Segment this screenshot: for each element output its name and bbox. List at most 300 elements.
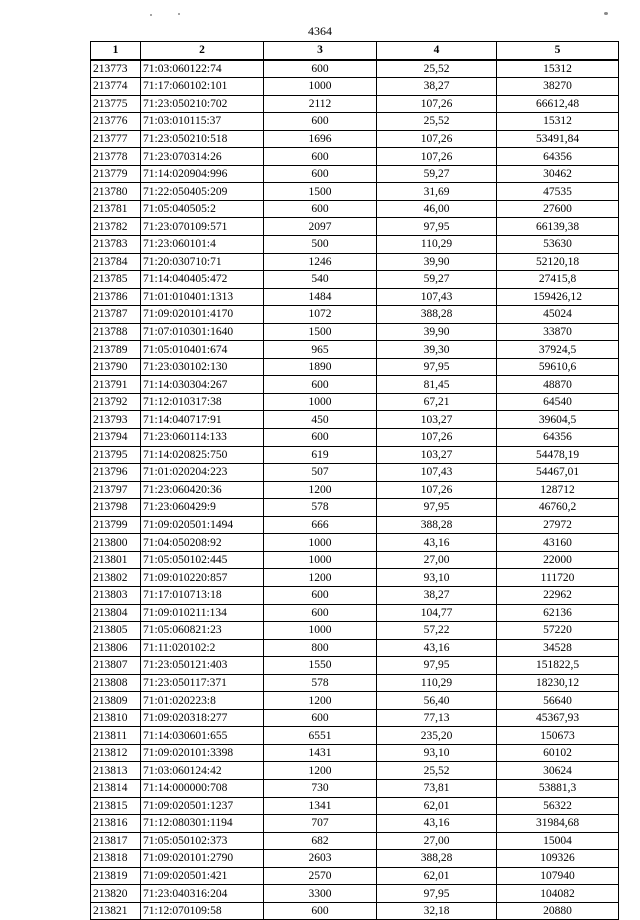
table-cell: 600 bbox=[264, 165, 377, 183]
scan-speck bbox=[604, 12, 608, 15]
table-cell: 600 bbox=[264, 709, 377, 727]
table-cell: 57220 bbox=[497, 622, 619, 640]
table-row bbox=[91, 253, 619, 271]
table-cell: 682 bbox=[264, 832, 377, 850]
table-cell: 71:17:010713:18 bbox=[141, 586, 264, 604]
table-cell: 213798 bbox=[91, 499, 141, 517]
table-cell: 6551 bbox=[264, 727, 377, 745]
table-row bbox=[91, 832, 619, 850]
table-cell: 110,29 bbox=[377, 236, 497, 254]
table-cell: 71:23:050117:371 bbox=[141, 674, 264, 692]
table-cell: 60102 bbox=[497, 744, 619, 762]
table-row bbox=[91, 867, 619, 885]
table-cell: 15312 bbox=[497, 60, 619, 78]
table-cell: 43,16 bbox=[377, 815, 497, 833]
table-cell: 93,10 bbox=[377, 569, 497, 587]
table-cell: 150673 bbox=[497, 727, 619, 745]
table-row bbox=[91, 130, 619, 148]
table-row bbox=[91, 586, 619, 604]
table-cell: 27600 bbox=[497, 200, 619, 218]
table-cell: 1246 bbox=[264, 253, 377, 271]
table-row bbox=[91, 113, 619, 131]
table-cell: 25,52 bbox=[377, 762, 497, 780]
table-cell: 97,95 bbox=[377, 218, 497, 236]
table-cell: 71:23:050121:403 bbox=[141, 657, 264, 675]
table-row bbox=[91, 604, 619, 622]
table-cell: 52120,18 bbox=[497, 253, 619, 271]
table-cell: 81,45 bbox=[377, 376, 497, 394]
table-row bbox=[91, 622, 619, 640]
table-cell: 213811 bbox=[91, 727, 141, 745]
table-cell: 965 bbox=[264, 341, 377, 359]
table-cell: 213792 bbox=[91, 393, 141, 411]
table-cell: 71:05:050102:445 bbox=[141, 551, 264, 569]
table-cell: 104082 bbox=[497, 885, 619, 903]
table-cell: 107,26 bbox=[377, 95, 497, 113]
table-cell: 54478,19 bbox=[497, 446, 619, 464]
table-cell: 213801 bbox=[91, 551, 141, 569]
table-cell: 71:23:030102:130 bbox=[141, 358, 264, 376]
table-cell: 213813 bbox=[91, 762, 141, 780]
table-cell: 56,40 bbox=[377, 692, 497, 710]
table-cell: 213797 bbox=[91, 481, 141, 499]
table-cell: 62,01 bbox=[377, 867, 497, 885]
table-cell: 213777 bbox=[91, 130, 141, 148]
table-cell: 213817 bbox=[91, 832, 141, 850]
table-cell: 1200 bbox=[264, 569, 377, 587]
table-row bbox=[91, 850, 619, 868]
table-cell: 103,27 bbox=[377, 446, 497, 464]
table-row bbox=[91, 569, 619, 587]
table-cell: 213804 bbox=[91, 604, 141, 622]
table-cell: 213779 bbox=[91, 165, 141, 183]
table-row bbox=[91, 657, 619, 675]
table-cell: 59610,6 bbox=[497, 358, 619, 376]
table-cell: 213806 bbox=[91, 639, 141, 657]
table-cell: 97,95 bbox=[377, 657, 497, 675]
table-cell: 109326 bbox=[497, 850, 619, 868]
table-row bbox=[91, 709, 619, 727]
table-cell: 213815 bbox=[91, 797, 141, 815]
table-cell: 540 bbox=[264, 271, 377, 289]
table-cell: 33870 bbox=[497, 323, 619, 341]
table-row bbox=[91, 78, 619, 96]
table-cell: 213788 bbox=[91, 323, 141, 341]
table-cell: 71:14:020825:750 bbox=[141, 446, 264, 464]
scan-speck bbox=[150, 14, 152, 16]
table-cell: 213821 bbox=[91, 902, 141, 920]
table-cell: 66612,48 bbox=[497, 95, 619, 113]
table-cell: 107,26 bbox=[377, 130, 497, 148]
table-cell: 1484 bbox=[264, 288, 377, 306]
table-cell: 159426,12 bbox=[497, 288, 619, 306]
table-cell: 103,27 bbox=[377, 411, 497, 429]
table-cell: 71:23:060114:133 bbox=[141, 429, 264, 447]
table-cell: 30624 bbox=[497, 762, 619, 780]
table-cell: 1000 bbox=[264, 534, 377, 552]
table-cell: 1341 bbox=[264, 797, 377, 815]
table-cell: 213775 bbox=[91, 95, 141, 113]
table-cell: 1000 bbox=[264, 551, 377, 569]
table-cell: 27415,8 bbox=[497, 271, 619, 289]
table-cell: 600 bbox=[264, 60, 377, 78]
table-cell: 71:12:080301:1194 bbox=[141, 815, 264, 833]
table-cell: 578 bbox=[264, 499, 377, 517]
table-row bbox=[91, 218, 619, 236]
table-cell: 53491,84 bbox=[497, 130, 619, 148]
table-cell: 213796 bbox=[91, 464, 141, 482]
table-cell: 107,26 bbox=[377, 429, 497, 447]
table-row bbox=[91, 306, 619, 324]
table-cell: 213814 bbox=[91, 779, 141, 797]
table-cell: 213784 bbox=[91, 253, 141, 271]
table-cell: 62136 bbox=[497, 604, 619, 622]
table-cell: 111720 bbox=[497, 569, 619, 587]
table-cell: 213785 bbox=[91, 271, 141, 289]
table-cell: 73,81 bbox=[377, 779, 497, 797]
column-header: 5 bbox=[497, 42, 619, 60]
table-cell: 71:09:020101:3398 bbox=[141, 744, 264, 762]
table-cell: 71:23:070109:571 bbox=[141, 218, 264, 236]
table-row bbox=[91, 516, 619, 534]
column-header: 2 bbox=[141, 42, 264, 60]
table-cell: 213783 bbox=[91, 236, 141, 254]
table-cell: 730 bbox=[264, 779, 377, 797]
table-cell: 71:20:030710:71 bbox=[141, 253, 264, 271]
table-cell: 600 bbox=[264, 604, 377, 622]
table-cell: 500 bbox=[264, 236, 377, 254]
table-cell: 59,27 bbox=[377, 271, 497, 289]
table-cell: 54467,01 bbox=[497, 464, 619, 482]
table-cell: 1000 bbox=[264, 622, 377, 640]
table-cell: 578 bbox=[264, 674, 377, 692]
table-cell: 213810 bbox=[91, 709, 141, 727]
column-header: 3 bbox=[264, 42, 377, 60]
table-cell: 213774 bbox=[91, 78, 141, 96]
table-row bbox=[91, 358, 619, 376]
table-cell: 110,29 bbox=[377, 674, 497, 692]
table-cell: 1200 bbox=[264, 692, 377, 710]
table-cell: 71:09:020101:2790 bbox=[141, 850, 264, 868]
table-cell: 27972 bbox=[497, 516, 619, 534]
table-cell: 38,27 bbox=[377, 586, 497, 604]
table-cell: 71:05:040505:2 bbox=[141, 200, 264, 218]
table-row bbox=[91, 376, 619, 394]
table-cell: 213782 bbox=[91, 218, 141, 236]
table-cell: 22000 bbox=[497, 551, 619, 569]
table-cell: 32,18 bbox=[377, 902, 497, 920]
table-cell: 213787 bbox=[91, 306, 141, 324]
table-cell: 31,69 bbox=[377, 183, 497, 201]
table-cell: 213809 bbox=[91, 692, 141, 710]
table-cell: 213808 bbox=[91, 674, 141, 692]
table-cell: 46760,2 bbox=[497, 499, 619, 517]
table-cell: 107,26 bbox=[377, 481, 497, 499]
table-cell: 213786 bbox=[91, 288, 141, 306]
table-cell: 213800 bbox=[91, 534, 141, 552]
table-cell: 56640 bbox=[497, 692, 619, 710]
table-cell: 77,13 bbox=[377, 709, 497, 727]
table-cell: 71:09:020101:4170 bbox=[141, 306, 264, 324]
table-cell: 213816 bbox=[91, 815, 141, 833]
table-cell: 71:23:050210:518 bbox=[141, 130, 264, 148]
table-cell: 71:11:020102:2 bbox=[141, 639, 264, 657]
table-cell: 71:01:020204:223 bbox=[141, 464, 264, 482]
table-row bbox=[91, 779, 619, 797]
table-cell: 3300 bbox=[264, 885, 377, 903]
table-cell: 600 bbox=[264, 148, 377, 166]
table-cell: 43160 bbox=[497, 534, 619, 552]
table-header-row bbox=[91, 42, 619, 60]
table-row bbox=[91, 551, 619, 569]
table-cell: 71:14:030601:655 bbox=[141, 727, 264, 745]
table-row bbox=[91, 236, 619, 254]
table-cell: 600 bbox=[264, 376, 377, 394]
table-row bbox=[91, 393, 619, 411]
table-cell: 47535 bbox=[497, 183, 619, 201]
table-cell: 30462 bbox=[497, 165, 619, 183]
table-cell: 71:12:070109:58 bbox=[141, 902, 264, 920]
column-header: 4 bbox=[377, 42, 497, 60]
table-cell: 128712 bbox=[497, 481, 619, 499]
table-cell: 600 bbox=[264, 113, 377, 131]
table-cell: 1431 bbox=[264, 744, 377, 762]
table-cell: 48870 bbox=[497, 376, 619, 394]
table-row bbox=[91, 148, 619, 166]
table-cell: 71:09:020501:1237 bbox=[141, 797, 264, 815]
table-cell: 388,28 bbox=[377, 306, 497, 324]
table-cell: 71:09:010220:857 bbox=[141, 569, 264, 587]
table-cell: 71:14:000000:708 bbox=[141, 779, 264, 797]
table-cell: 71:23:060101:4 bbox=[141, 236, 264, 254]
table-body bbox=[91, 60, 619, 920]
table-cell: 107,43 bbox=[377, 464, 497, 482]
table-cell: 39,90 bbox=[377, 253, 497, 271]
table-cell: 27,00 bbox=[377, 832, 497, 850]
table-cell: 15004 bbox=[497, 832, 619, 850]
table-cell: 1072 bbox=[264, 306, 377, 324]
table-cell: 600 bbox=[264, 200, 377, 218]
table-cell: 71:23:040316:204 bbox=[141, 885, 264, 903]
table-cell: 1890 bbox=[264, 358, 377, 376]
column-header: 1 bbox=[91, 42, 141, 60]
table-cell: 507 bbox=[264, 464, 377, 482]
table-row bbox=[91, 429, 619, 447]
table-row bbox=[91, 288, 619, 306]
table-cell: 66139,38 bbox=[497, 218, 619, 236]
table-cell: 213789 bbox=[91, 341, 141, 359]
table-cell: 64356 bbox=[497, 429, 619, 447]
table-cell: 1500 bbox=[264, 323, 377, 341]
table-row bbox=[91, 639, 619, 657]
table-cell: 800 bbox=[264, 639, 377, 657]
table-cell: 619 bbox=[264, 446, 377, 464]
table-cell: 2097 bbox=[264, 218, 377, 236]
table-cell: 71:04:050208:92 bbox=[141, 534, 264, 552]
table-cell: 38270 bbox=[497, 78, 619, 96]
table-cell: 213803 bbox=[91, 586, 141, 604]
table-row bbox=[91, 200, 619, 218]
table-cell: 34528 bbox=[497, 639, 619, 657]
table-row bbox=[91, 464, 619, 482]
table-cell: 213802 bbox=[91, 569, 141, 587]
table-row bbox=[91, 341, 619, 359]
table-cell: 37924,5 bbox=[497, 341, 619, 359]
table-cell: 97,95 bbox=[377, 499, 497, 517]
table-cell: 64356 bbox=[497, 148, 619, 166]
table-cell: 71:23:070314:26 bbox=[141, 148, 264, 166]
table-cell: 213780 bbox=[91, 183, 141, 201]
table-cell: 25,52 bbox=[377, 113, 497, 131]
table-cell: 388,28 bbox=[377, 516, 497, 534]
table-cell: 93,10 bbox=[377, 744, 497, 762]
table-cell: 57,22 bbox=[377, 622, 497, 640]
table-row bbox=[91, 60, 619, 78]
table-row bbox=[91, 744, 619, 762]
table-cell: 2603 bbox=[264, 850, 377, 868]
table-row bbox=[91, 165, 619, 183]
table-cell: 27,00 bbox=[377, 551, 497, 569]
table-cell: 46,00 bbox=[377, 200, 497, 218]
table-cell: 59,27 bbox=[377, 165, 497, 183]
table-cell: 1500 bbox=[264, 183, 377, 201]
table-cell: 71:09:020318:277 bbox=[141, 709, 264, 727]
table-cell: 213778 bbox=[91, 148, 141, 166]
table-cell: 71:09:020501:1494 bbox=[141, 516, 264, 534]
table-cell: 25,52 bbox=[377, 60, 497, 78]
table-cell: 53630 bbox=[497, 236, 619, 254]
table-cell: 71:14:040405:472 bbox=[141, 271, 264, 289]
table-cell: 71:03:060122:74 bbox=[141, 60, 264, 78]
table-row bbox=[91, 446, 619, 464]
table-cell: 213793 bbox=[91, 411, 141, 429]
table-row bbox=[91, 674, 619, 692]
table-cell: 213791 bbox=[91, 376, 141, 394]
table-cell: 213812 bbox=[91, 744, 141, 762]
table-cell: 71:22:050405:209 bbox=[141, 183, 264, 201]
table-cell: 1000 bbox=[264, 78, 377, 96]
table-row bbox=[91, 727, 619, 745]
table-cell: 213790 bbox=[91, 358, 141, 376]
table-cell: 71:03:060124:42 bbox=[141, 762, 264, 780]
table-cell: 71:23:050210:702 bbox=[141, 95, 264, 113]
table-cell: 71:23:060420:36 bbox=[141, 481, 264, 499]
table-cell: 2112 bbox=[264, 95, 377, 113]
table-cell: 53881,3 bbox=[497, 779, 619, 797]
table-row bbox=[91, 534, 619, 552]
table-row bbox=[91, 95, 619, 113]
table-cell: 235,20 bbox=[377, 727, 497, 745]
table-cell: 20880 bbox=[497, 902, 619, 920]
table-cell: 213781 bbox=[91, 200, 141, 218]
table-row bbox=[91, 885, 619, 903]
table-cell: 62,01 bbox=[377, 797, 497, 815]
table-cell: 22962 bbox=[497, 586, 619, 604]
table-cell: 213773 bbox=[91, 60, 141, 78]
table-cell: 18230,12 bbox=[497, 674, 619, 692]
table-row bbox=[91, 323, 619, 341]
table-cell: 600 bbox=[264, 429, 377, 447]
table-row bbox=[91, 271, 619, 289]
table-row bbox=[91, 815, 619, 833]
table-row bbox=[91, 183, 619, 201]
table-cell: 213818 bbox=[91, 850, 141, 868]
table-cell: 107,26 bbox=[377, 148, 497, 166]
table-cell: 1000 bbox=[264, 393, 377, 411]
table-cell: 39,30 bbox=[377, 341, 497, 359]
table-cell: 38,27 bbox=[377, 78, 497, 96]
table-row bbox=[91, 481, 619, 499]
table-cell: 45024 bbox=[497, 306, 619, 324]
table-cell: 388,28 bbox=[377, 850, 497, 868]
table-cell: 71:05:050102:373 bbox=[141, 832, 264, 850]
table-cell: 64540 bbox=[497, 393, 619, 411]
table-cell: 39604,5 bbox=[497, 411, 619, 429]
table-cell: 71:07:010301:1640 bbox=[141, 323, 264, 341]
table-cell: 213807 bbox=[91, 657, 141, 675]
table-cell: 43,16 bbox=[377, 534, 497, 552]
table-cell: 39,90 bbox=[377, 323, 497, 341]
table-cell: 56322 bbox=[497, 797, 619, 815]
table-row bbox=[91, 499, 619, 517]
table-cell: 213795 bbox=[91, 446, 141, 464]
table-cell: 97,95 bbox=[377, 358, 497, 376]
table-cell: 1696 bbox=[264, 130, 377, 148]
table-cell: 71:12:010317:38 bbox=[141, 393, 264, 411]
table-cell: 71:14:020904:996 bbox=[141, 165, 264, 183]
table-cell: 213776 bbox=[91, 113, 141, 131]
table-cell: 213819 bbox=[91, 867, 141, 885]
table-cell: 71:14:030304:267 bbox=[141, 376, 264, 394]
table-cell: 97,95 bbox=[377, 885, 497, 903]
table-cell: 151822,5 bbox=[497, 657, 619, 675]
table-cell: 107,43 bbox=[377, 288, 497, 306]
table-cell: 67,21 bbox=[377, 393, 497, 411]
table-cell: 2570 bbox=[264, 867, 377, 885]
data-table bbox=[90, 41, 619, 920]
table-cell: 71:03:010115:37 bbox=[141, 113, 264, 131]
table-cell: 71:05:010401:674 bbox=[141, 341, 264, 359]
table-row bbox=[91, 692, 619, 710]
table-cell: 600 bbox=[264, 902, 377, 920]
table-cell: 213799 bbox=[91, 516, 141, 534]
table-cell: 213794 bbox=[91, 429, 141, 447]
table-cell: 31984,68 bbox=[497, 815, 619, 833]
table-cell: 43,16 bbox=[377, 639, 497, 657]
table-cell: 71:05:060821:23 bbox=[141, 622, 264, 640]
table-cell: 104,77 bbox=[377, 604, 497, 622]
table-cell: 71:14:040717:91 bbox=[141, 411, 264, 429]
scan-speck bbox=[178, 13, 180, 15]
table-cell: 71:23:060429:9 bbox=[141, 499, 264, 517]
table-cell: 71:09:020501:421 bbox=[141, 867, 264, 885]
table-cell: 666 bbox=[264, 516, 377, 534]
table-row bbox=[91, 411, 619, 429]
table-cell: 1200 bbox=[264, 762, 377, 780]
table-cell: 1550 bbox=[264, 657, 377, 675]
table-row bbox=[91, 762, 619, 780]
table-cell: 707 bbox=[264, 815, 377, 833]
table-cell: 107940 bbox=[497, 867, 619, 885]
table-cell: 213820 bbox=[91, 885, 141, 903]
page-number: 4364 bbox=[308, 24, 332, 38]
table-row bbox=[91, 797, 619, 815]
table-cell: 45367,93 bbox=[497, 709, 619, 727]
table-cell: 15312 bbox=[497, 113, 619, 131]
table-cell: 71:01:020223:8 bbox=[141, 692, 264, 710]
table-cell: 71:09:010211:134 bbox=[141, 604, 264, 622]
table-cell: 600 bbox=[264, 586, 377, 604]
